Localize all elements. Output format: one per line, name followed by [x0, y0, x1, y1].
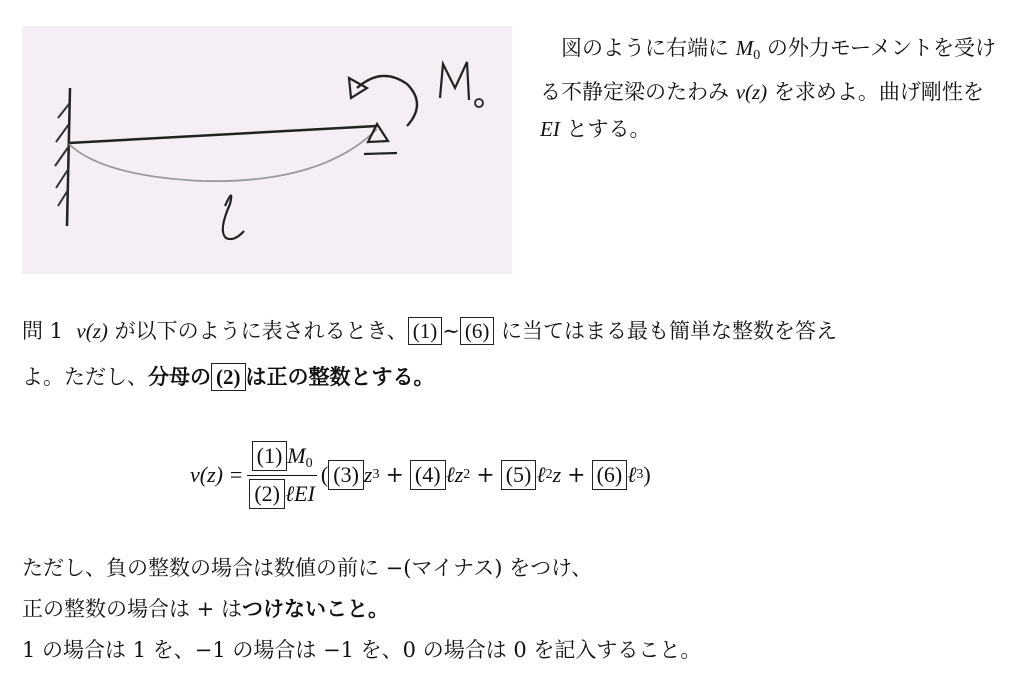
moment-symbol-sub: 0 — [753, 48, 761, 63]
note-line-2b: つけないこと。 — [241, 597, 389, 621]
answer-box-6[interactable]: (6) — [592, 460, 628, 490]
deflection-symbol: v(z) — [735, 80, 768, 104]
stiffness-symbol: EI — [540, 117, 560, 141]
fraction-denominator — [247, 475, 317, 509]
term-l2-z: z — [552, 462, 562, 487]
fraction-numerator — [250, 441, 315, 475]
moment-symbol-M: M — [735, 36, 754, 60]
wall-hatching — [55, 104, 69, 206]
question-text-1: が以下のように表されるとき、 — [107, 319, 408, 343]
paren-close: ) — [643, 462, 651, 487]
plus-2: + — [476, 462, 495, 488]
answer-box-4[interactable]: (4) — [410, 460, 446, 490]
moment-symbol — [735, 36, 761, 63]
equation-lhs: v(z) = — [190, 462, 244, 487]
numerator-M-sub: 0 — [305, 456, 313, 472]
term-l2-exp: 2 — [545, 467, 553, 482]
problem-statement — [540, 30, 1000, 148]
beam-figure — [22, 26, 512, 274]
question-bold-1: 分母の — [148, 365, 211, 389]
question-text-2: に当てはまる最も簡単な整数を答え — [494, 319, 838, 343]
moment-arc — [357, 76, 417, 126]
intro-text-2: の外力モーメントを受ける不静定梁のたわみ — [540, 36, 996, 104]
paren-open: ( — [320, 462, 329, 487]
note-line-2a: 正の整数の場合は + は — [22, 597, 242, 621]
fixed-wall — [67, 88, 70, 226]
question-bold-2: は正の整数とする。 — [245, 365, 435, 389]
answer-box-2[interactable]: (2) — [249, 479, 285, 509]
equation-fraction — [247, 441, 317, 509]
plus-3: + — [567, 462, 586, 488]
answer-box-3[interactable]: (3) — [328, 460, 364, 490]
length-label — [223, 195, 244, 239]
tilde: ∼ — [442, 319, 460, 343]
question-label: 問 1 — [22, 319, 64, 343]
answer-box-label-6: (6) — [460, 317, 495, 345]
plus-1: + — [385, 462, 404, 488]
term-z-exp: 3 — [372, 467, 380, 482]
term-l2: ℓ — [536, 462, 546, 487]
answer-box-5[interactable]: (5) — [501, 460, 537, 490]
moment-label-M — [440, 62, 469, 100]
note-line-1: ただし、負の整数の場合は数値の前に −(マイナス) をつけ、 — [22, 556, 593, 580]
answer-box-label-1: (1) — [408, 317, 443, 345]
numerator-M: M — [287, 443, 306, 469]
support-ground — [364, 153, 397, 154]
term-l3-exp: 3 — [636, 467, 644, 482]
beam-sketch — [22, 26, 512, 274]
answer-notes — [22, 548, 1012, 671]
answer-box-1[interactable]: (1) — [252, 441, 288, 471]
beam-line — [69, 126, 377, 143]
deflection-equation — [190, 425, 651, 525]
term-z: z — [363, 462, 373, 487]
answer-box-label-2: (2) — [211, 363, 246, 391]
intro-text-1: 図のように右端に — [561, 36, 736, 60]
intro-text-3: を求めよ。曲げ剛性を — [767, 80, 984, 104]
intro-text-4: とする。 — [559, 117, 651, 141]
term-lz-exp: 2 — [463, 467, 471, 482]
question-text-3: よ。ただし、 — [22, 365, 148, 389]
question-vz: v(z) — [76, 319, 108, 343]
term-lz: ℓz — [445, 462, 464, 487]
note-line-3: 1 の場合は 1 を、−1 の場合は −1 を、0 の場合は 0 を記入すること。 — [22, 638, 702, 662]
moment-label-sub0 — [475, 99, 483, 107]
deflection-curve — [69, 129, 377, 181]
question-1 — [22, 308, 1012, 400]
denominator-rest: ℓEI — [284, 481, 315, 507]
note-line-2 — [22, 589, 1012, 630]
term-l3: ℓ — [627, 462, 637, 487]
